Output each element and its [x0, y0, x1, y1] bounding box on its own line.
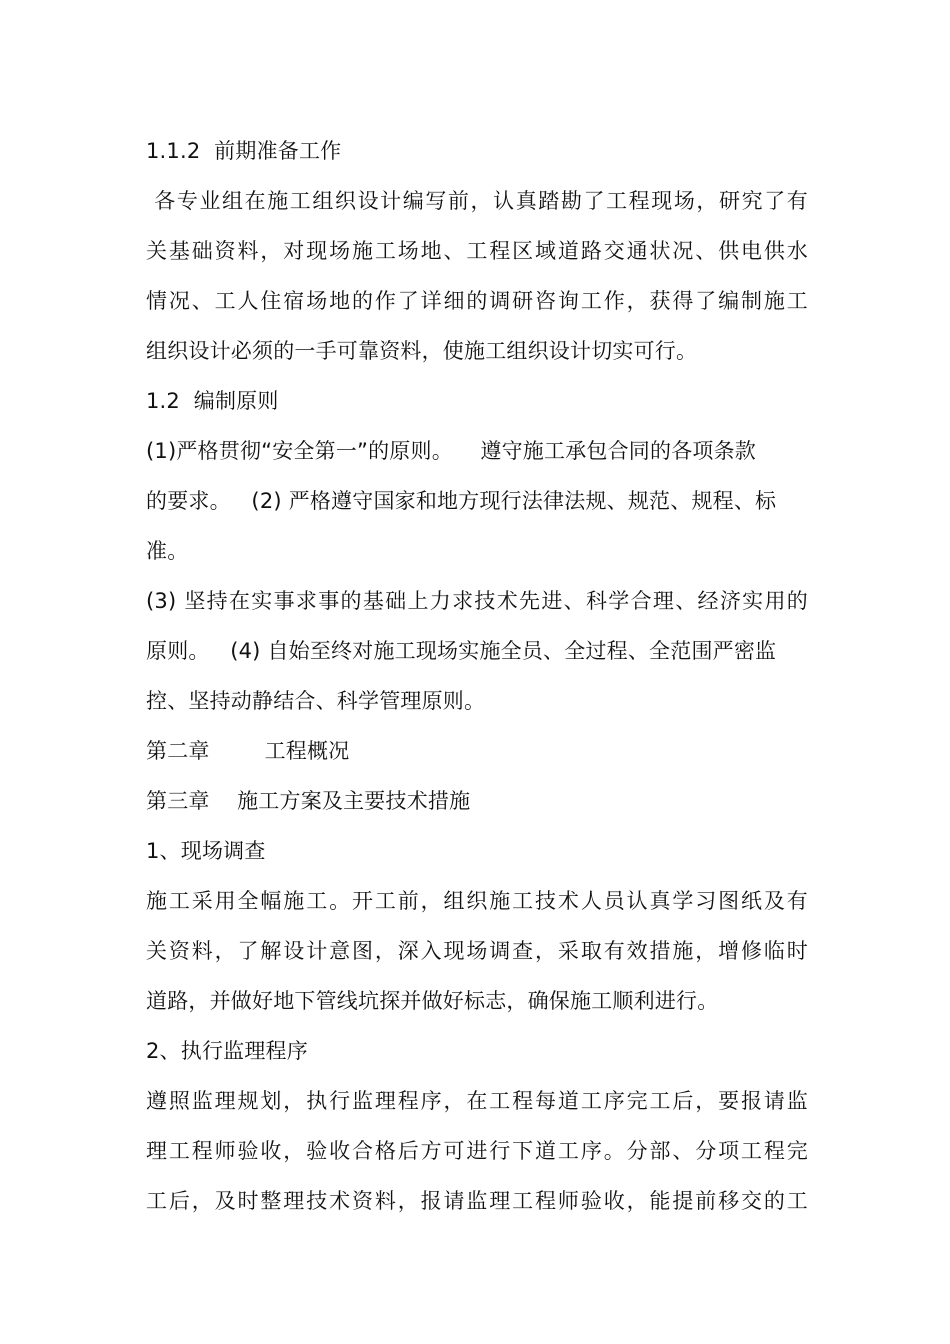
paragraph-line: 原则。 (4) 自始至终对施工现场实施全员、全过程、全范围严密监: [146, 639, 777, 663]
paragraph-line: 情况、工人住宿场地的作了详细的调研咨询工作，获得了编制施工: [146, 289, 808, 313]
paragraph-line: (1)严格贯彻“安全第一”的原则。 遵守施工承包合同的各项条款: [146, 439, 757, 463]
paragraph-line: (3) 坚持在实事求事的基础上力求技术先进、科学合理、经济实用的: [146, 589, 808, 613]
paragraph-line: 关基础资料，对现场施工场地、工程区域道路交通状况、供电供水: [146, 239, 808, 263]
chapter-heading-2: 第二章 工程概况: [146, 739, 350, 763]
document-body: [146, 126, 808, 1226]
paragraph-line: 理工程师验收，验收合格后方可进行下道工序。分部、分项工程完: [146, 1139, 808, 1163]
chapter-heading-3: 第三章 施工方案及主要技术措施: [146, 789, 471, 813]
paragraph-line: 控、坚持动静结合、科学管理原则。: [146, 689, 486, 713]
section-heading-1-1-2: 1.1.2 前期准备工作: [146, 139, 342, 163]
paragraph-line: 各专业组在施工组织设计编写前，认真踏勘了工程现场，研究了有: [146, 189, 808, 213]
paragraph-line: 道路，并做好地下管线坑探并做好标志，确保施工顺利进行。: [146, 989, 719, 1013]
section-heading-1-2: 1.2 编制原则: [146, 389, 279, 413]
subsection-heading-2: 2、执行监理程序: [146, 1039, 308, 1063]
paragraph-line: 工后，及时整理技术资料，报请监理工程师验收，能提前移交的工: [146, 1189, 808, 1213]
paragraph-line: 施工采用全幅施工。开工前，组织施工技术人员认真学习图纸及有: [146, 889, 808, 913]
subsection-heading-1: 1、现场调查: [146, 839, 266, 863]
paragraph-line: 准。: [146, 539, 189, 563]
paragraph-line: 关资料，了解设计意图，深入现场调查，采取有效措施，增修临时: [146, 939, 808, 963]
paragraph-line: 遵照监理规划，执行监理程序，在工程每道工序完工后，要报请监: [146, 1089, 808, 1113]
paragraph-line: 的要求。 (2) 严格遵守国家和地方现行法律法规、规范、规程、标: [146, 489, 777, 513]
paragraph-line: 组织设计必须的一手可靠资料，使施工组织设计切实可行。: [146, 339, 698, 363]
